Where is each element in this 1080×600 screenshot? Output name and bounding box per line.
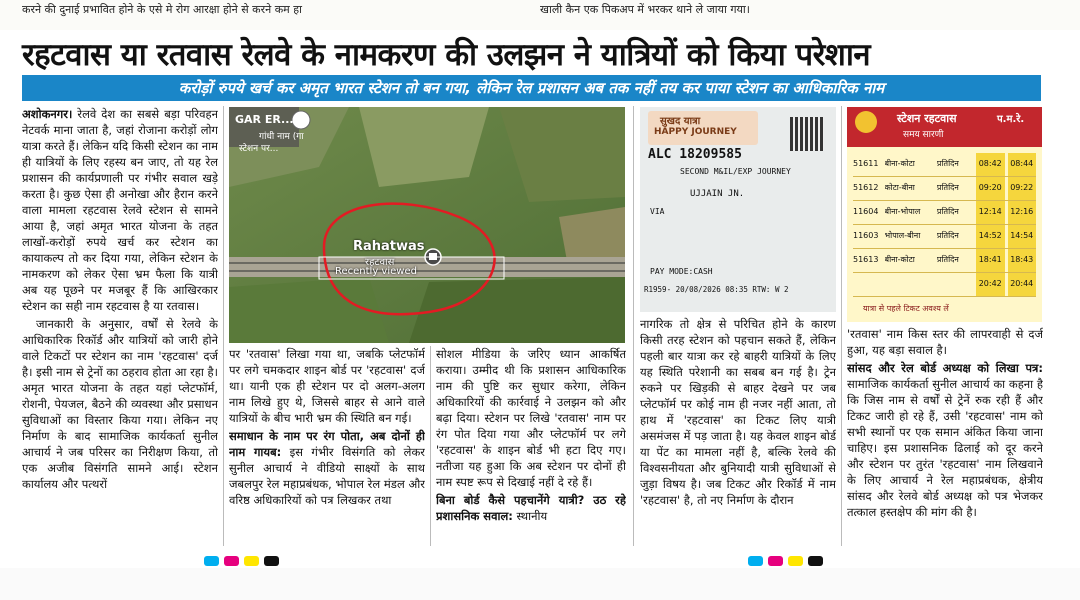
timetable-cell: 51613 bbox=[853, 255, 879, 264]
article-column-4 bbox=[640, 316, 836, 546]
registration-mark bbox=[244, 556, 259, 566]
column-2-heading: समाधान के नाम पर रंग पोता, अब दोनों ही नाम गायब: bbox=[229, 429, 425, 459]
timetable-row bbox=[853, 225, 1036, 249]
timetable-board-photo bbox=[847, 107, 1042, 322]
timetable-row bbox=[853, 153, 1036, 177]
column-divider bbox=[633, 106, 634, 546]
qr-code-icon bbox=[790, 117, 824, 151]
article-column-3 bbox=[436, 346, 626, 546]
timetable-cell: भोपाल-बीना bbox=[884, 231, 921, 240]
map-recent-label: Recently viewed bbox=[335, 266, 417, 277]
headline: रहटवास या रतवास रेलवे के नामकरण की उलझन ने यात्रियों को किया परेशान bbox=[22, 37, 871, 73]
timetable-cell: 51612 bbox=[853, 183, 879, 192]
board-subtitle: समय सारणी bbox=[903, 130, 944, 140]
registration-mark bbox=[204, 556, 219, 566]
dateline: अशोकनगर। bbox=[22, 107, 73, 121]
column-5-heading: सांसद और रेल बोर्ड अध्यक्ष को लिखा पत्र: bbox=[847, 361, 1043, 375]
board-note: यात्रा से पहले टिकट अवश्य लें bbox=[863, 304, 949, 313]
top-strip bbox=[0, 0, 1080, 30]
registration-mark bbox=[788, 556, 803, 566]
top-strip-right: खाली कैन एक पिकअप में भरकर थाने ले जाया गया। bbox=[540, 3, 750, 16]
timetable-cell: 11604 bbox=[853, 207, 879, 216]
timetable-cell: प्रतिदिन bbox=[936, 255, 959, 264]
timetable-cell: प्रतिदिन bbox=[936, 231, 959, 240]
map-top-sub-2: स्टेशन पर... bbox=[239, 144, 279, 154]
top-strip-left: करने की दुनाई प्रभावित होने के एसे मे रोग आरक्षा होने से करने कम हा bbox=[22, 3, 302, 16]
ticket-footer: R1959- 20/08/2026 08:35 RTW: W 2 bbox=[644, 285, 789, 294]
timetable-cell: बीना-भोपाल bbox=[884, 207, 921, 216]
column-5-para-2-wrap bbox=[847, 360, 1043, 520]
column-1-text bbox=[22, 106, 218, 314]
timetable-cell bbox=[885, 273, 934, 296]
column-2-para-2-wrap bbox=[229, 428, 425, 508]
timetable-cell: बीना-कोटा bbox=[884, 255, 915, 264]
column-2-para-1: पर 'रतवास' लिखा गया था, जबकि प्लेटफॉर्म पर लगे चमकदार शाइन बोर्ड पर 'रहटवास' दर्ज था। यानी एक ही स्टेशन पर दो अलग-अलग नाम लिखे हुए थे, जिससे बाहर से आने वाले यात्रियों के बीच भारी भ्रम की स्थिति बन गई। bbox=[229, 347, 425, 425]
timetable-cell: 08:44 bbox=[1008, 153, 1037, 176]
column-divider bbox=[223, 106, 224, 546]
timetable-cell: 09:20 bbox=[976, 177, 1005, 200]
map-top-label: GAR ER... bbox=[235, 113, 294, 126]
timetable-cell: बीना-कोटा bbox=[884, 159, 915, 168]
board-zone: प.म.रे. bbox=[997, 114, 1025, 125]
registration-mark bbox=[264, 556, 279, 566]
map-place-hindi: रहटवास bbox=[365, 257, 395, 268]
map-top-sub: गांधी नाम (गा bbox=[259, 132, 304, 142]
railway-logo-icon bbox=[855, 111, 877, 133]
column-1-para-2: जानकारी के अनुसार, वर्षों से रेलवे के आधिकारिक रिकॉर्ड और यात्रियों को जारी होने वाले टिकटों पर स्टेशन का नाम 'रहटवास' दर्ज है। इसी नाम से ट्रेनों का ठहराव होता आ रहा है। अमृत भारत योजना के तहत यहां प्लेटफॉर्म, रोशनी, पेयजल, बैठने की व्यवस्था और प्रसाधन सुविधाओं का विस्तार किया गया। लेकिन नए निर्माण के बाद सामाजिक कार्यकर्ता सुनील आचार्य ने जब परिसर का निरीक्षण किया, तो एक अजीब विसंगति सामने आई। स्टेशन कार्यालय और पत्थरों bbox=[22, 317, 218, 491]
registration-mark bbox=[748, 556, 763, 566]
timetable-cell: प्रतिदिन bbox=[936, 159, 959, 168]
column-1-para-1: रेलवे देश का सबसे बड़ा परिवहन नेटवर्क माना जाता है, जहां रोजाना करोड़ों लोग यात्रा करते हैं। लेकिन यदि किसी स्टेशन का नाम ही यात्रियों के लिए रहस्य बन जाए, तो यह रेल प्रशासन की कार्यप्रणाली पर गंभीर सवाल खड़े करता है। कुछ ऐसा ही अनोखा और हैरान करने वाला मामला रहटवास रेलवे स्टेशन से सामने आया है, जहां अमृत भारत योजना के तहत लाखों-करोड़ों रुपये खर्च कर स्टेशन का कायाकल्प तो कर दिया गया, लेकिन स्टेशन के नामकरण को लेकर ऐसा भ्रम फैला कि यात्री अब यह पूछने पर मजबूर हैं कि आखिरकार स्टेशन का सही नाम रहटवास है या रतवास। bbox=[22, 107, 218, 313]
column-3-para-1: सोशल मीडिया के जरिए ध्यान आकर्षित कराया। उम्मीद थी कि प्रशासन आधिकारिक नाम की पुष्टि कर सुधार करेगा, लेकिन अधिकारियों की कार्रवाई ने उलझन को और बढ़ा दिया। स्टेशन पर लिखे 'रतवास' नाम पर रंग पोत दिया गया और प्लेटफॉर्म पर लगे 'रहटवास' के शाइन बोर्ड भी हटा दिए गए। नतीजा यह हुआ कि अब स्टेशन पर दोनों ही नाम स्पष्ट रूप से दिखाई नहीं दे रहे हैं। bbox=[436, 347, 626, 489]
column-5-para-2: सामाजिक कार्यकर्ता सुनील आचार्य का कहना है कि जिस नाम से वर्षों से ट्रेनें रुक रही हैं और टिकट जारी हो रहे हैं, उसी 'रहटवास' नाम को सभी स्थानों पर एक समान अंकित किया जाना चाहिए। इस प्रशासनिक ढिलाई को दूर करने और स्टेशन पर तुरंत 'रहटवास' नाम लिखवाने के लिए आचार्य ने रेल महाप्रबंधक, क्षेत्रीय सांसद और रेलवे बोर्ड अध्यक्ष को पत्र भेजकर तत्काल हस्तक्षेप की मांग की है। bbox=[847, 377, 1043, 519]
timetable-cell: 20:44 bbox=[1008, 273, 1037, 296]
board-title: स्टेशन रहटवास bbox=[897, 112, 957, 125]
article-column-1 bbox=[22, 106, 218, 546]
ticket-pay: PAY MODE:CASH bbox=[650, 267, 713, 276]
ticket-route: UJJAIN JN. bbox=[690, 189, 745, 199]
column-3-para-2: स्थानीय bbox=[516, 509, 548, 523]
timetable-cell bbox=[853, 273, 882, 296]
timetable-cell bbox=[937, 273, 973, 296]
article-column-2 bbox=[229, 346, 425, 546]
registration-mark bbox=[808, 556, 823, 566]
registration-mark bbox=[224, 556, 239, 566]
column-divider bbox=[430, 346, 431, 546]
ticket-number: ALC 18209585 bbox=[648, 147, 742, 162]
registration-mark bbox=[768, 556, 783, 566]
timetable-cell: 51611 bbox=[853, 159, 879, 168]
timetable-cell: 11603 bbox=[853, 231, 879, 240]
column-3-heading: बिना बोर्ड कैसे पहचानेंगे यात्री? उठ रहे प्रशासनिक सवाल: bbox=[436, 493, 626, 523]
timetable-cell: 09:22 bbox=[1008, 177, 1037, 200]
timetable-cell: 12:16 bbox=[1008, 201, 1037, 224]
timetable-cell: 08:42 bbox=[976, 153, 1005, 176]
timetable-cell: कोटा-बीना bbox=[884, 183, 915, 192]
timetable-cell: प्रतिदिन bbox=[936, 207, 959, 216]
timetable-row bbox=[853, 177, 1036, 201]
timetable-cell: 14:54 bbox=[1008, 225, 1037, 248]
map-place-name: Rahatwas bbox=[353, 239, 425, 254]
column-4-para-1: नागरिक तो क्षेत्र से परिचित होने के कारण किसी तरह स्टेशन को पहचान सकते हैं, लेकिन पहली बार यात्रा कर रहे बाहरी यात्रियों के लिए यह स्थिति परेशानी का सबब बन गई है। ट्रेन रुकने पर खिड़की से बाहर देखने पर जब प्लेटफॉर्म पर कोई नाम ही नजर नहीं आता, तो हाथ में 'रहटवास' का टिकट लिए यात्री असमंजस में पड़ जाता है। यह केवल शाइन बोर्ड या पेंट का मामला नहीं है, बल्कि रेलवे की विश्वसनीयता और बुनियादी यात्री सुविधाओं से जुड़ा विषय है। जब टिकट और रिकॉर्ड में नाम 'रहटवास' है, तो नए निर्माण के दौरान bbox=[640, 317, 836, 507]
satellite-map-image bbox=[229, 107, 625, 343]
ticket-brand-en: HAPPY JOURNEY bbox=[654, 127, 737, 137]
timetable-cell: 20:42 bbox=[976, 273, 1005, 296]
page-footer bbox=[0, 568, 1080, 600]
timetable-cell: प्रतिदिन bbox=[936, 183, 959, 192]
ticket-class: SECOND M&IL/EXP JOURNEY bbox=[680, 167, 791, 176]
column-3-para-2-wrap bbox=[436, 492, 626, 524]
article-column-5 bbox=[847, 326, 1043, 546]
subheadline: करोड़ों रुपये खर्च कर अमृत भारत स्टेशन तो बन गया, लेकिन रेल प्रशासन अब तक नहीं तय कर पाया स्टेशन का आधिकारिक नाम bbox=[22, 75, 1041, 101]
timetable-row bbox=[853, 273, 1036, 297]
ticket-brand: सुखद यात्रा bbox=[660, 116, 701, 127]
column-2-para-2: इस गंभीर विसंगति को लेकर सुनील आचार्य ने वीडियो साक्ष्यों के साथ जबलपुर रेल महाप्रबंधक, भोपाल रेल मंडल और वरिष्ठ अधिकारियों को पत्र लिखकर तथा bbox=[229, 445, 425, 507]
timetable-cell: 12:14 bbox=[976, 201, 1005, 224]
board-rows bbox=[853, 153, 1036, 297]
timetable-row bbox=[853, 249, 1036, 273]
column-divider bbox=[841, 106, 842, 546]
timetable-cell: 18:41 bbox=[976, 249, 1005, 272]
ticket-photo bbox=[640, 107, 836, 312]
timetable-row bbox=[853, 201, 1036, 225]
ticket-via: VIA bbox=[650, 207, 665, 216]
column-5-para-1: 'रतवास' नाम किस स्तर की लापरवाही से दर्ज हुआ, यह बड़ा सवाल है। bbox=[847, 327, 1043, 357]
timetable-cell: 14:52 bbox=[976, 225, 1005, 248]
timetable-cell: 18:43 bbox=[1008, 249, 1037, 272]
map-photo bbox=[229, 107, 625, 343]
